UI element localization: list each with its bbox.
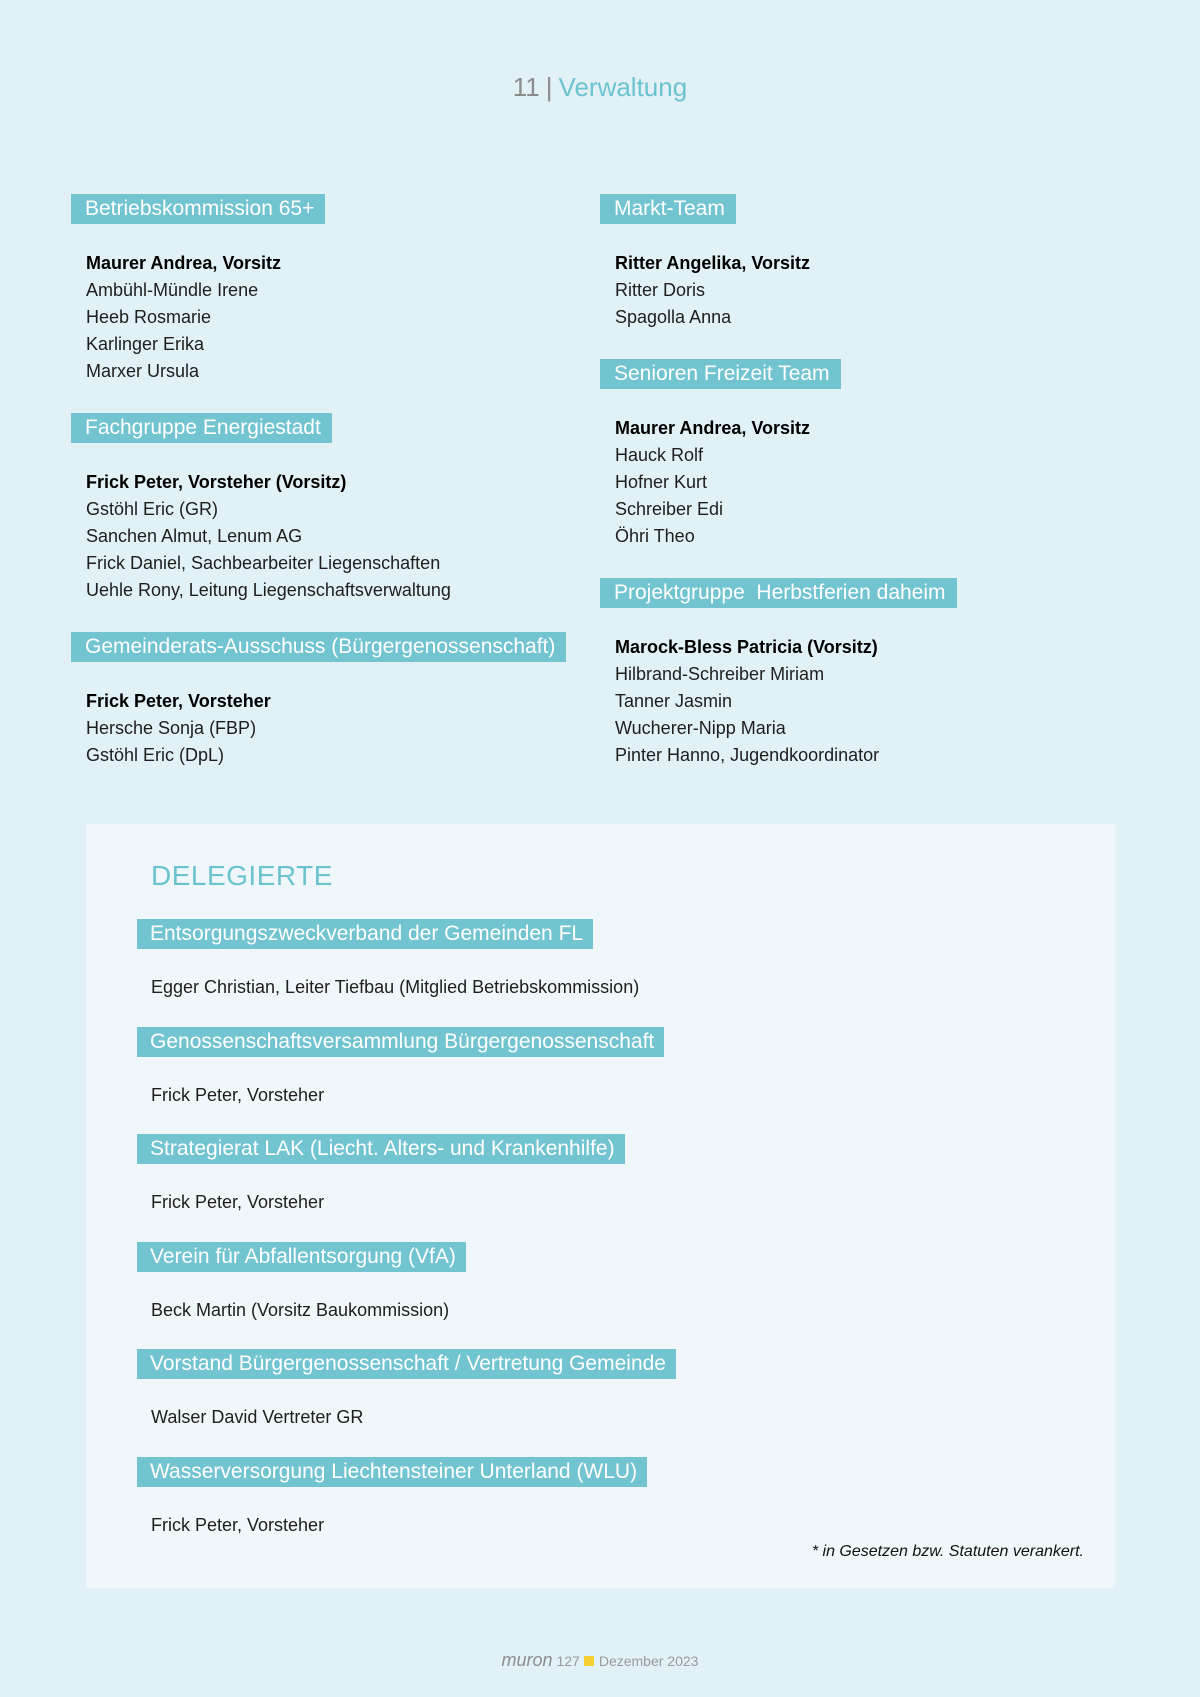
delegate-item [137,1027,676,1135]
delegate-item [137,1134,676,1242]
delegate-member: Walser David Vertreter GR [151,1407,364,1428]
committee-heading: Projektgruppe Herbstferien daheim [600,578,957,608]
delegate-heading: Strategierat LAK (Liecht. Alters- und Krankenhilfe) [137,1134,625,1164]
member: Hauck Rolf [615,445,704,465]
member: Karlinger Erika [86,334,205,354]
committee-group [71,413,566,604]
committee-group [600,194,957,331]
member-list [86,469,566,604]
delegate-heading: Entsorgungszweckverband der Gemeinden FL [137,919,593,949]
delegate-item [137,1457,676,1565]
committee-group [600,359,957,550]
page-header [0,72,1200,103]
member: Frick Daniel, Sachbearbeiter Liegenschaften [86,553,441,573]
right-column [600,194,957,797]
committee-heading: Fachgruppe Energiestadt [71,413,332,443]
square-icon [584,1656,594,1666]
committee-heading: Senioren Freizeit Team [600,359,841,389]
member: Öhri Theo [615,526,695,546]
page-footer [0,1650,1200,1671]
delegate-member: Frick Peter, Vorsteher [151,1192,325,1213]
delegate-item [137,1349,676,1457]
delegate-member: Frick Peter, Vorsteher [151,1514,325,1535]
committee-heading: Gemeinderats-Ausschuss (Bürgergenossenschaft) [71,632,566,662]
member-list [615,250,957,331]
committee-chair: Ritter Angelika, Vorsitz [615,253,811,273]
delegate-member: Frick Peter, Vorsteher [151,1084,325,1105]
member: Hilbrand-Schreiber Miriam [615,664,825,684]
magazine-brand: muron [501,1650,553,1670]
committee-group [600,578,957,769]
member: Marxer Ursula [86,361,200,381]
committee-chair: Maurer Andrea, Vorsitz [615,418,811,438]
issue-date: Dezember 2023 [598,1653,699,1669]
member: Gstöhl Eric (DpL) [86,745,225,765]
delegate-member: Egger Christian, Leiter Tiefbau (Mitglied Betriebskommission) [151,977,640,997]
member-list [615,415,957,550]
delegate-member: Beck Martin (Vorsitz Baukommission) [151,1299,450,1320]
delegates-title: DELEGIERTE [151,860,333,891]
delegates-panel [86,824,1115,1588]
delegate-item [137,1242,676,1350]
footnote: * in Gesetzen bzw. Statuten verankert. [811,1543,1084,1560]
delegates-list [137,919,676,1565]
committee-group [71,194,566,385]
issue-number: 127 [556,1653,580,1669]
committee-chair: Marock-Bless Patricia (Vorsitz) [615,637,878,657]
member: Uehle Rony, Leitung Liegenschaftsverwaltung [86,580,451,600]
member: Tanner Jasmin [615,691,733,711]
left-column [71,194,566,797]
committee-chair: Maurer Andrea, Vorsitz [86,253,282,273]
member: Hofner Kurt [615,472,708,492]
member: Pinter Hanno, Jugendkoordinator [615,745,880,765]
committee-heading: Markt-Team [600,194,736,224]
member-list [86,688,566,769]
member-list [615,634,957,769]
delegate-heading: Verein für Abfallentsorgung (VfA) [137,1242,466,1272]
member-list [86,250,566,385]
member: Gstöhl Eric (GR) [86,499,219,519]
header-separator: | [545,72,553,102]
committee-heading: Betriebskommission 65+ [71,194,325,224]
committee-chair: Frick Peter, Vorsteher (Vorsitz) [86,472,347,492]
delegate-heading: Wasserversorgung Liechtensteiner Unterland (WLU) [137,1457,647,1487]
committee-chair: Frick Peter, Vorsteher [86,691,271,711]
section-title: Verwaltung [558,72,688,102]
member: Ambühl-Mündle Irene [86,280,259,300]
committee-group [71,632,566,769]
delegate-item [137,919,676,1027]
member: Wucherer-Nipp Maria [615,718,786,738]
member: Ritter Doris [615,280,706,300]
member: Hersche Sonja (FBP) [86,718,257,738]
page-number: 11 [512,72,540,102]
member: Sanchen Almut, Lenum AG [86,526,303,546]
member: Schreiber Edi [615,499,724,519]
member: Heeb Rosmarie [86,307,212,327]
delegate-heading: Vorstand Bürgergenossenschaft / Vertretung Gemeinde [137,1349,676,1379]
member: Spagolla Anna [615,307,732,327]
delegate-heading: Genossenschaftsversammlung Bürgergenossenschaft [137,1027,664,1057]
